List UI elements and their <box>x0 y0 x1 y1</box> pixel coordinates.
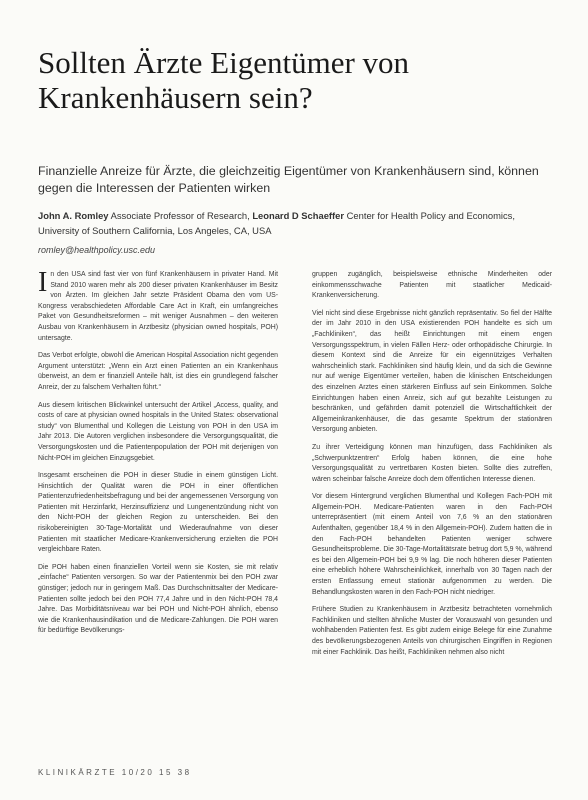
left-paragraph-3: Aus diesem kritischen Blickwinkel untersucht der Artikel „Access, quality, and costs of care at physician owned hospitals in the United States: observational study“ von Blumenthal und Kollegen die Leistung von POH in den USA im Jahr 2013. Die Autoren verglichen insbesondere die Versorgungsqualität, die Versorgungskosten und die Patientenpopulation der POH mit derjenigen von Nicht-POH im gleichen Einzugsgebiet. <box>38 401 278 462</box>
author2-role: Center for Health Policy and Economics, University of Southern California, Los Angeles, CA, USA <box>38 210 515 236</box>
right-paragraph-1: gruppen zugänglich, beispielsweise ethnische Minderheiten oder einkommensschwache Patienten mit staatlicher Medicaid-Krankenversicherung. <box>312 271 552 300</box>
author1-role: Associate Professor of Research, <box>110 210 250 221</box>
right-column <box>312 270 552 665</box>
left-paragraph-5: Die POH haben einen finanziellen Vorteil wenn sie Kosten, sie mit relativ „einfache“ Patienten versorgen. So war der Patientenmix bei den POH zwar günstiger; jedoch nur in geringem Maß. Das Durchschnittsalter der Medicare-Patienten sollte jedoch bei den POH 77,4 Jahre und in den Nicht-POH 78,4 Jahre. Das Morbiditätsniveau war bei POH und Nicht-POH ähnlich, ebenso wie die Krankenhausindikation und die Medicare-Zahlungen. Die POH waren für bedürftige Bevölkerungs- <box>38 563 278 635</box>
author1-name: John A. Romley <box>38 210 109 221</box>
author-block <box>38 208 558 238</box>
left-paragraph-2: Das Verbot erfolgte, obwohl die American Hospital Association nicht gegenden Argument unterstützt: „Wenn ein Arzt einen Patienten an ein Krankenhaus überweist, an dem er finanziell Anteile hält, ist dies ein grundlegend falscher Anreiz, der zu falschem Verhalten führt.“ <box>38 352 278 391</box>
title-line-2: Krankenhäusern sein? <box>38 80 313 115</box>
left-paragraph-4: Insgesamt erscheinen die POH in dieser Studie in einem günstigen Licht. Hinsichtlich der Qualität waren die POH in einer öffentlichen Patientenzufriedenheitsbefragung und bei der angemessenen Versorgung von Patienten mit Herzinfarkt, Herzinsuffizienz und Lungenentzündung nicht von den Nicht-POH der gleichen Region zu unterscheiden. Bei den risikobereinigten 30-Tage-Mortalität und Wiederaufnahme von dieser Patienten mit staatlicher Medicare-Krankenversicherung erzielten die POH vergleichbare Raten. <box>38 472 278 554</box>
left-paragraph-1 <box>38 267 278 344</box>
author2-name: Leonard D Schaeffer <box>252 210 345 221</box>
left-column <box>38 267 278 644</box>
title-line-1: Sollten Ärzte Eigentümer von <box>38 45 410 80</box>
right-paragraph-5: Frühere Studien zu Krankenhäusern in Arztbesitz betrachteten vornehmlich Fachkliniken und stellten ähnliche Muster der Vorauswahl von gesunden und wohlhabenden Patienten fest. Es gibt zudem einige Belege für eine Zunahme des bevölkerungsbezogenen Anteils von chirurgischen Eingriffen in Regionen mit einer Fachklinik. Das heißt, Fachkliniken nehmen also nicht <box>312 606 552 656</box>
left-paragraph-1-text: n den USA sind fast vier von fünf Krankenhäusern in privater Hand. Mit Stand 2010 waren mehr als 200 dieser privaten Krankenhäuser im Besitz von Ärzten. Im gleichen Jahr setzte Präsident Obama den vom US-Kongress verabschiedeten Affordable Care Act in Kraft, ein umfangreiches Paket von Gesundheitsreformen – mit weniger Ausnahmen – den weiteren Ausbau von Krankenhäusern in Arztbesitz (physician owned hospitals, POH) untersagte. <box>38 271 278 342</box>
author-email: romley@healthpolicy.usc.edu <box>38 245 156 255</box>
right-paragraph-4: Vor diesem Hintergrund verglichen Blumenthal und Kollegen Fach-POH mit Allgemein-POH. Medicare-Patienten waren in den Fach-POH unterrepräsentiert (mit einem Anteil von 7,6 % an den stationären Aufenthalten, gegenüber 18,4 % in den Allgemein-POH). Zudem hatten die in den Fach-POH behandelten Patienten weniger schwere Gesundheitsprobleme. Die 30-Tage-Mortalitätsrate betrug dort 5,9 %, während es bei den Allgemein-POH bei 9,9 % lag. Die noch höheren dieser Patienten eine erheblich höhere Wahrscheinlichkeit, innerhalb von 30 Tagen nach der ersten Entlassung erneut stationär aufgenommen zu werden. Die Behandlungskosten waren in den Fach-POH nicht niedriger. <box>312 493 552 596</box>
right-paragraph-3: Zu ihrer Verteidigung können man hinzufügen, dass Fachkliniken als „Schwerpunktzentren“ Erfolg haben können, die eine hohe Versorgungsqualität zu vertretbaren Kosten bieten. Sollte dies zutreffen, wären scheinbar falsche Anreize doch dem öffentlichen Interesse dienen. <box>312 443 552 483</box>
right-paragraph-2: Viel nicht sind diese Ergebnisse nicht gänzlich repräsentativ. So fiel der Hälfte der im Jahr 2010 in den USA existierenden POH handelte es sich um „Fachkliniken“, das heißt Einrichtungen mit einem engen Versorgungsspektrum, in vielen Fällen Herz- oder orthopädische Chirurgie. In diesem Kontext sind die Anreize für ein eigennütziges Verhalten wahrscheinlich stark. Fachkliniken sind häufig klein, und da sich die Gewinne nur auf wenige Eigentümer verteilen, haben die klinischen Entscheidungen des einzelnen Arztes einen stärkeren Einfluss auf sein Einkommen. Solche Einrichtungen haben einen Anreiz, sich auf gut bezahlte Leistungen zu beschränken, und gefährden damit potenziell die Wirtschaftlichkeit der Allgemeinkrankenhäuser, die das gesamte Spektrum der stationären Versorgung anbieten. <box>312 309 552 434</box>
article-subtitle: Finanzielle Anreize für Ärzte, die gleichzeitig Eigentümer von Krankenhäusern sind, können gegen die Interessen der Patienten wirken <box>38 164 539 195</box>
page-footer: KLINIKÄRZTE 10/20 15 38 <box>38 768 192 777</box>
drop-cap: I <box>38 267 48 298</box>
article-title <box>38 45 558 115</box>
